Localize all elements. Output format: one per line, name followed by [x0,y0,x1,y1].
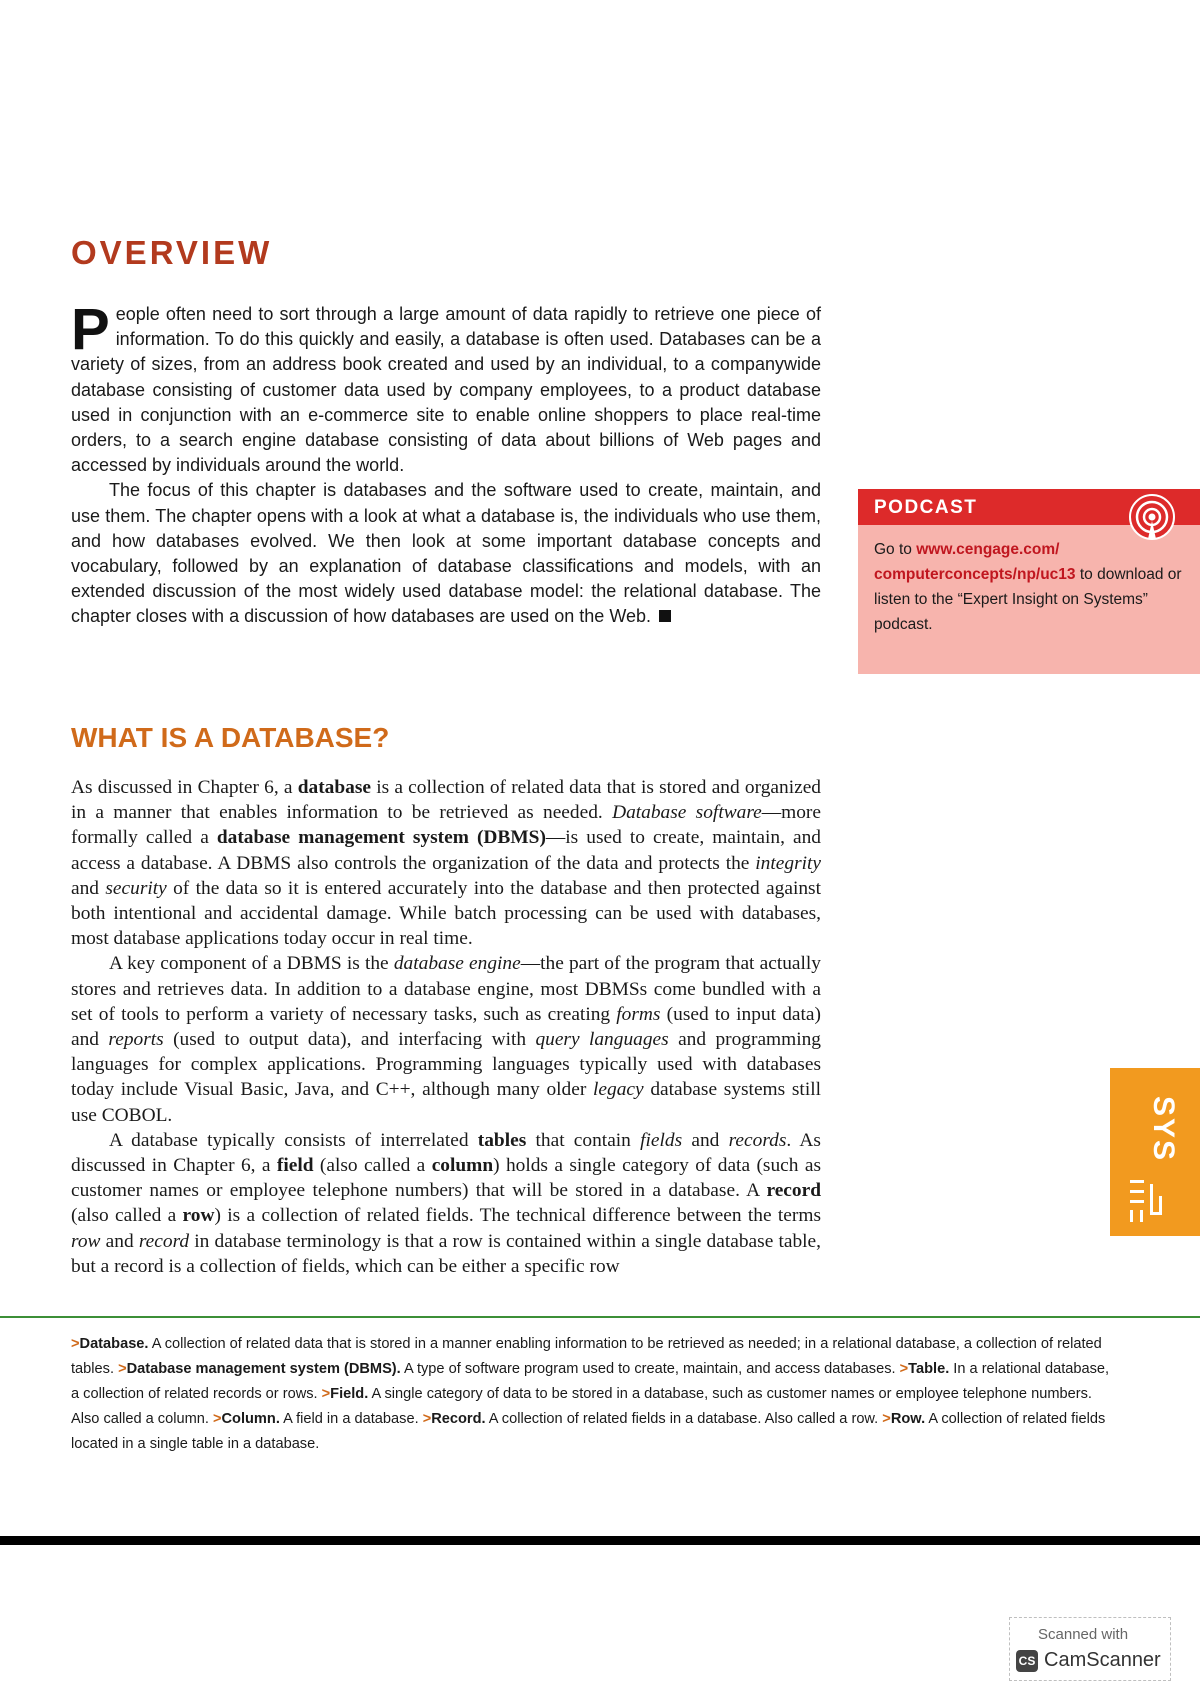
glossary-arrow-icon: > [212,1411,222,1427]
bold-term: row [182,1205,215,1227]
podcast-broadcast-icon [1126,493,1178,545]
italic-term: fields [640,1129,683,1151]
glossary-arrow-icon: > [118,1361,127,1377]
text-run: ) holds a single category of data (such as customer names or employee telephone numbers) that will be stored in a database. A [71,1155,821,1202]
glossary-arrow-icon: > [71,1336,80,1352]
italic-term: query languages [535,1029,669,1051]
glossary-term: Row. [890,1411,926,1427]
italic-term: Database software [612,802,762,824]
overview-p2-text: The focus of this chapter is databases and the software used to create, maintain, and use them. The chapter opens with a look at what a database is, the individuals who use them, and how databases evolved. We then look at some important database concepts and vocabulary, followed by an explanation of database classifications and models, with an extended discussion of the most widely used database model: the relational database. The chapter closes with a discussion of how databases are used on the Web. [71,480,821,627]
glossary-definition: A collection of related data that is stored in a manner enabling information to be retrieved as needed; in a relational database, a collection of related tables. [71,1336,1102,1377]
systems-graphic-icon [1126,1176,1166,1226]
italic-term: integrity [755,852,821,874]
text-run: that contain [526,1129,641,1151]
drop-cap: P [71,297,110,362]
glossary-definition: A single category of data to be stored in a database, such as customer names or employee telephone numbers. Also called a column. [71,1386,1092,1427]
italic-term: row [71,1230,101,1252]
overview-heading: OVERVIEW [71,234,273,271]
watermark-brand: CamScanner [1044,1649,1161,1671]
glossary-term: Database management system (DBMS). [126,1361,401,1377]
text-run: (also called a [313,1155,432,1177]
glossary-term: Column. [221,1411,280,1427]
glossary-divider [0,1316,1200,1318]
watermark-scanned-text: Scanned with [1038,1626,1129,1643]
bold-term: record [766,1180,821,1202]
chapter-side-tab [1110,1068,1200,1236]
podcast-title: PODCAST [858,489,1200,525]
text-run: —the part of the program that actually stores and retrieves data. In addition to a database engine, most DBMSs come bundled with a set of tools to perform a variety of necessary tasks, such as creating [71,953,821,1025]
glossary-definition: A collection of related fields located in a single table in a database. [71,1411,1106,1452]
italic-term: reports [108,1029,164,1051]
camscanner-watermark [1009,1617,1171,1681]
italic-term: record [138,1230,190,1252]
glossary-term: Field. [330,1386,369,1402]
text-run: of the data so it is entered accurately into the database and then protected against both intentional and accidental damage. While batch processing can be used with databases, most database applications today occur in real time. [71,877,821,950]
podcast-url-link[interactable]: www.cengage.com/ computerconcepts/np/uc13 [874,541,1076,583]
glossary [71,1332,1111,1457]
overview-p1-text: eople often need to sort through a large amount of data rapidly to retrieve one piece of information. To do this quickly and easily, a database is often used. Databases can be a variety of sizes, from an address book created and used by an individual, to a companywide database consisting of customer data used by company employees, to a product database used in conjunction with an e-commerce site to enable online shoppers to place real-time orders, to a search engine database consisting of data about billions of Web pages and accessed by individuals around the world. [71,304,821,476]
italic-term: forms [616,1003,661,1025]
bold-term: database management system (DBMS) [216,827,546,849]
text-run: —more formally called a [71,802,821,849]
db-paragraph-3 [71,1128,821,1279]
what-is-database-text [71,775,821,1279]
glossary-definition: A type of software program used to create, maintain, and access databases. [400,1361,900,1377]
glossary-definition: A field in a database. [279,1411,423,1427]
text-run: and programming languages for complex applications. Programming languages typically used with databases today include Visual Basic, Java, and C++, although many older [71,1029,821,1101]
podcast-goto: Go to [874,541,917,558]
text-run: database systems still use COBOL. [71,1079,821,1126]
db-paragraph-2 [71,951,821,1127]
text-run: A database typically consists of interrelated [109,1129,478,1151]
text-run: As discussed in Chapter 6, a [71,777,298,798]
text-run: is a collection of related data that is stored and organized in a manner that enables information to be retrieved as needed. [71,777,821,824]
italic-term: security [105,877,167,899]
text-run: (also called a [71,1205,183,1227]
glossary-definition: A collection of related fields in a database. Also called a row. [485,1411,883,1427]
text-run: and [682,1129,729,1151]
glossary-term: Record. [431,1411,486,1427]
text-run: (used to output data), and interfacing with [163,1029,536,1051]
overview-paragraph-2 [71,478,821,629]
end-mark-icon [659,610,671,622]
text-run: and [71,877,106,899]
glossary-arrow-icon: > [321,1386,331,1402]
overview-paragraph-1 [71,297,821,478]
bold-term: column [431,1155,494,1177]
page-bottom-bar [0,1536,1200,1545]
camscanner-logo-icon: CS [1016,1650,1038,1672]
glossary-arrow-icon: > [882,1411,891,1427]
side-tab-label: SYS [1147,1096,1180,1163]
text-run: A key component of a DBMS is the [109,953,394,975]
text-run: (used to input data) and [71,1003,821,1051]
text-run: . As discussed in Chapter 6, a [71,1129,821,1177]
glossary-term: Table. [908,1361,950,1377]
db-paragraph-1 [71,775,821,951]
bold-term: tables [477,1129,527,1151]
overview-text [71,297,821,630]
glossary-arrow-icon: > [422,1411,432,1427]
bold-term: database [297,777,372,798]
podcast-sidebar [858,489,1200,674]
text-run: and [100,1230,139,1252]
italic-term: legacy [593,1079,644,1101]
text-run: ) is a collection of related fields. The technical difference between the terms [214,1205,821,1227]
italic-term: records [728,1129,787,1151]
glossary-arrow-icon: > [899,1361,909,1377]
what-is-database-heading: WHAT IS A DATABASE? [71,722,390,753]
text-run: —is used to create, maintain, and access a database. A DBMS also controls the organization of the data and protects the [71,827,821,874]
italic-term: database engine [393,953,521,975]
glossary-definition: In a relational database, a collection of related records or rows. [71,1361,1110,1402]
glossary-term: Database. [79,1336,149,1352]
podcast-description: to download or listen to the “Expert Insight on Systems” podcast. [874,566,1182,633]
text-run: in database terminology is that a row is contained within a single database table, but a record is a collection of fields, which can be either a specific row [71,1230,822,1277]
bold-term: field [276,1155,314,1177]
